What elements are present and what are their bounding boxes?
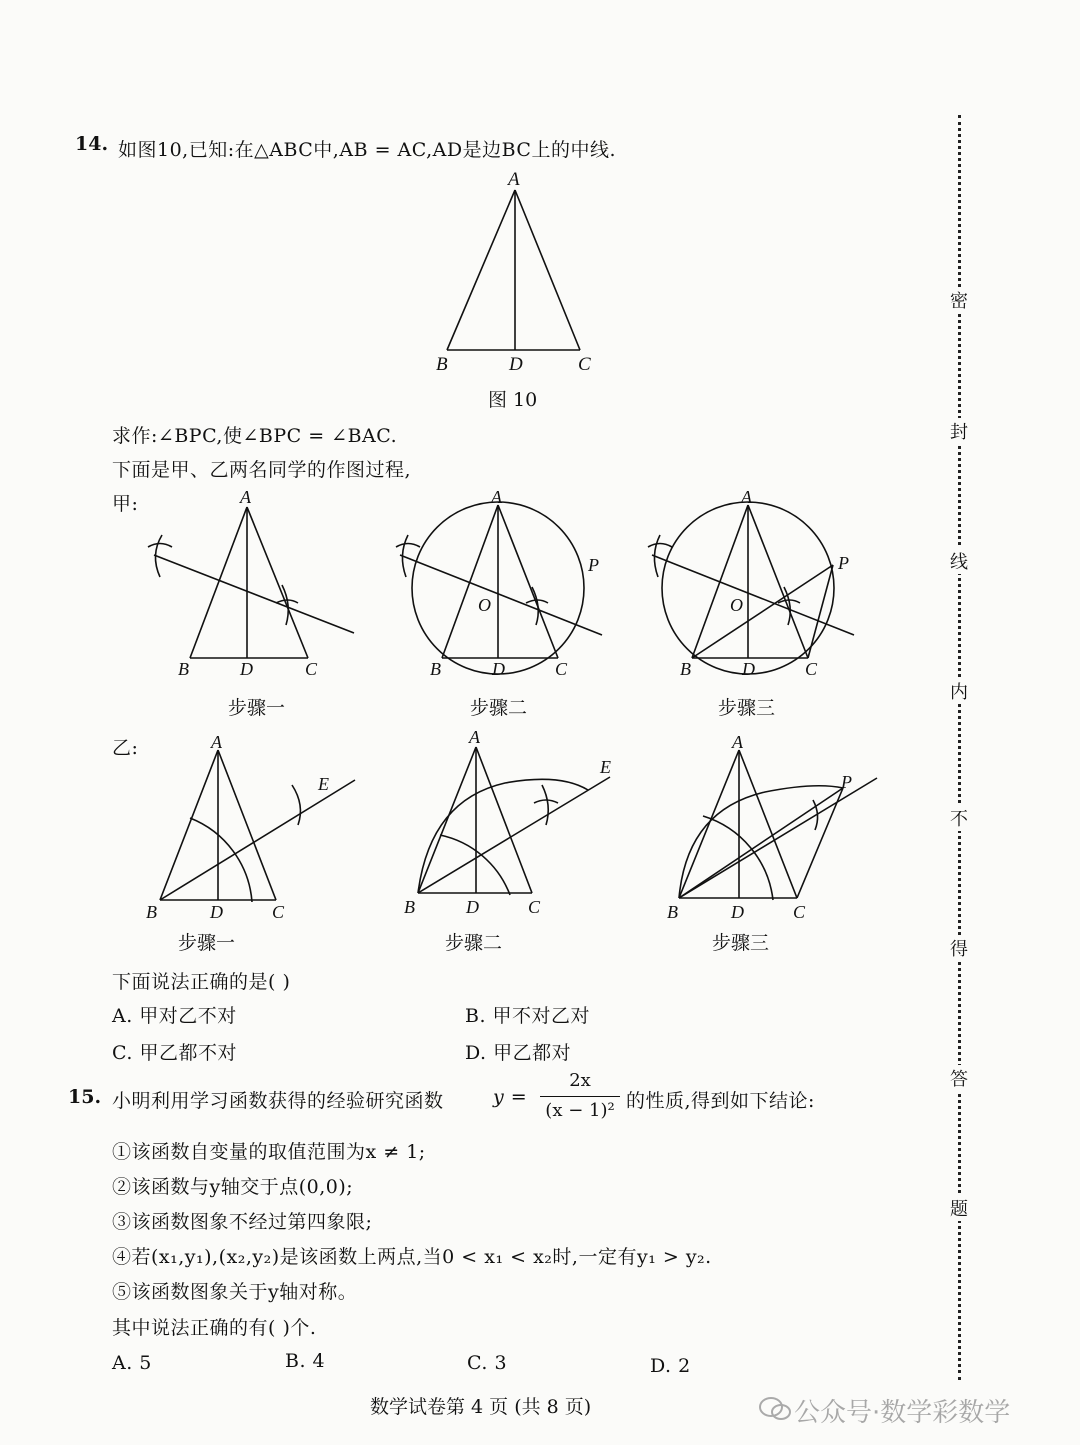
- q15-option-d: D. 2: [650, 1355, 691, 1377]
- seal-char: 线: [948, 548, 970, 574]
- svg-text:A: A: [732, 732, 743, 752]
- svg-text:A: A: [491, 487, 502, 507]
- svg-text:B: B: [667, 902, 678, 922]
- jia-step1-figure: [140, 485, 370, 685]
- figure-10: [430, 165, 605, 380]
- q15-option-a: A. 5: [112, 1352, 152, 1374]
- page-footer: 数学试卷第 4 页 (共 8 页): [370, 1396, 592, 1418]
- jia-step3-figure: [640, 485, 870, 685]
- svg-text:C: C: [805, 659, 818, 679]
- q14-intro: 下面是甲、乙两名同学的作图过程,: [112, 459, 412, 481]
- label-d: D: [509, 354, 523, 375]
- svg-text:B: B: [430, 659, 441, 679]
- wechat-icon: [758, 1395, 792, 1423]
- yi-step2-caption: 步骤二: [445, 932, 503, 954]
- svg-text:E: E: [600, 757, 611, 777]
- seal-char: 内: [948, 678, 970, 704]
- q15-item: ②该函数与y轴交于点(0,0);: [112, 1176, 354, 1198]
- svg-text:B: B: [680, 659, 691, 679]
- svg-text:E: E: [318, 774, 329, 794]
- jia-step2-caption: 步骤二: [470, 697, 528, 719]
- q15-stem-after: 的性质,得到如下结论:: [626, 1090, 815, 1112]
- svg-text:B: B: [404, 897, 415, 917]
- q14-option-a: A. 甲对乙不对: [112, 1005, 237, 1027]
- q15-func-denominator: (x − 1)²: [545, 1100, 615, 1121]
- svg-text:P: P: [588, 555, 599, 575]
- watermark-text: 公众号·数学彩数学: [794, 1398, 1011, 1428]
- q15-item: ①该函数自变量的取值范围为x ≠ 1;: [112, 1141, 426, 1163]
- svg-text:O: O: [730, 595, 743, 615]
- label-a: A: [508, 169, 520, 190]
- label-c: C: [578, 354, 591, 375]
- q14-question: 下面说法正确的是( ): [112, 971, 291, 993]
- q15-question: 其中说法正确的有( )个.: [112, 1317, 317, 1339]
- svg-text:D: D: [466, 897, 479, 917]
- svg-text:P: P: [838, 553, 849, 573]
- yi-step3-caption: 步骤三: [712, 932, 770, 954]
- svg-text:D: D: [731, 902, 744, 922]
- q15-fraction-bar: [540, 1096, 620, 1097]
- svg-text:D: D: [742, 659, 755, 679]
- svg-text:A: A: [741, 487, 752, 507]
- seal-char: 不: [948, 805, 970, 831]
- seal-char: 密: [948, 287, 970, 313]
- svg-text:P: P: [841, 772, 852, 792]
- svg-text:C: C: [272, 902, 285, 922]
- q14-option-d: D. 甲乙都对: [465, 1042, 572, 1064]
- q14-option-b: B. 甲不对乙对: [465, 1005, 591, 1027]
- seal-char: 得: [948, 935, 970, 961]
- seal-char: 题: [948, 1195, 970, 1221]
- svg-text:C: C: [555, 659, 568, 679]
- yi-label: 乙:: [112, 737, 139, 759]
- yi-step1-caption: 步骤一: [178, 932, 236, 954]
- q15-stem-before: 小明利用学习函数获得的经验研究函数: [112, 1090, 444, 1112]
- yi-step2-figure: [400, 725, 630, 925]
- svg-text:B: B: [146, 902, 157, 922]
- seal-char: 答: [948, 1065, 970, 1091]
- q15-option-b: B. 4: [285, 1350, 326, 1372]
- jia-label: 甲:: [112, 493, 139, 515]
- figure-10-caption: 图 10: [488, 389, 538, 411]
- q15-func-y: y =: [493, 1086, 528, 1108]
- svg-text:O: O: [478, 595, 491, 615]
- q14-number: 14.: [75, 133, 109, 155]
- q15-item: ③该函数图象不经过第四象限;: [112, 1211, 373, 1233]
- svg-text:D: D: [210, 902, 223, 922]
- svg-text:A: A: [211, 732, 222, 752]
- svg-text:A: A: [240, 487, 251, 507]
- svg-text:D: D: [240, 659, 253, 679]
- yi-step3-figure: [665, 730, 895, 930]
- q15-func-numerator: 2x: [569, 1070, 591, 1091]
- q15-item: ④若(x₁,y₁),(x₂,y₂)是该函数上两点,当0 < x₁ < x₂时,一定有y₁ > y₂.: [112, 1246, 712, 1268]
- svg-text:C: C: [793, 902, 806, 922]
- q15-item: ⑤该函数图象关于y轴对称。: [112, 1281, 358, 1303]
- q14-option-c: C. 甲乙都不对: [112, 1042, 237, 1064]
- q14-stem: 如图10,已知:在△ABC中,AB = AC,AD是边BC上的中线.: [118, 139, 616, 161]
- svg-text:B: B: [178, 659, 189, 679]
- q15-option-c: C. 3: [467, 1352, 508, 1374]
- q15-number: 15.: [68, 1086, 102, 1108]
- q14-task: 求作:∠BPC,使∠BPC = ∠BAC.: [112, 425, 398, 447]
- jia-step3-caption: 步骤三: [718, 697, 776, 719]
- svg-text:A: A: [469, 727, 480, 747]
- label-b: B: [436, 354, 448, 375]
- yi-step1-figure: [140, 730, 370, 930]
- svg-text:D: D: [492, 659, 505, 679]
- seal-char: 封: [948, 418, 970, 444]
- jia-step2-figure: [390, 485, 620, 685]
- svg-text:C: C: [305, 659, 318, 679]
- svg-text:C: C: [528, 897, 541, 917]
- jia-step1-caption: 步骤一: [228, 697, 286, 719]
